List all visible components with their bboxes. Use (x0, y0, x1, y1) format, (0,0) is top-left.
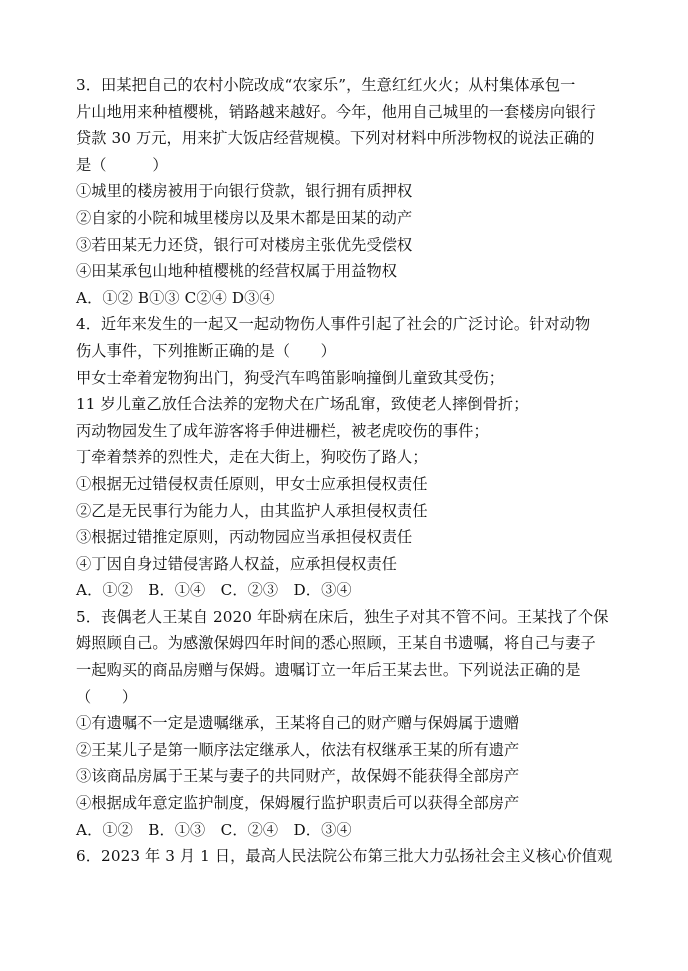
question-4-option-3: ③根据过错推定原则，丙动物园应当承担侵权责任 (76, 528, 413, 547)
document-page (76, 72, 616, 870)
question-6-stem-line-1: 6．2023 年 3 月 1 日，最高人民法院公布第三批大力弘扬社会主义核心价值观 (76, 847, 613, 866)
question-4-option-4: ④丁因自身过错侵害路人权益，应承担侵权责任 (76, 554, 398, 573)
question-5-option-4: ④根据成年意定监护制度，保姆履行监护职责后可以获得全部房产 (76, 794, 520, 813)
question-3-choices: A．①② B①③ C②④ D③④ (76, 288, 275, 307)
question-3-stem-line-4: 是（ ） (76, 155, 168, 174)
question-5-stem-line-4: （ ） (76, 687, 138, 706)
question-5-stem-line-2: 姆照顾自己。为感激保姆四年时间的悉心照顾，王某自书遗嘱，将自己与妻子 (76, 634, 596, 653)
question-4-option-2: ②乙是无民事行为能力人，由其监护人承担侵权责任 (76, 501, 428, 520)
question-4-stem-line-1: 4．近年来发生的一起又一起动物伤人事件引起了社会的广泛讨论。针对动物 (76, 315, 591, 334)
question-4-stem-line-2: 伤人事件，下列推断正确的是（ ） (76, 341, 336, 360)
question-4-case-d: 丁牵着禁养的烈性犬，走在大街上，狗咬伤了路人； (76, 448, 428, 467)
question-5-stem-line-1: 5．丧偶老人王某自 2020 年卧病在床后，独生子对其不管不问。王某找了个保 (76, 607, 609, 626)
question-4-case-b: 11 岁儿童乙放任合法养的宠物犬在广场乱窜，致使老人摔倒骨折； (76, 395, 529, 414)
question-5-option-3: ③该商品房属于王某与妻子的共同财产，故保姆不能获得全部房产 (76, 767, 520, 786)
question-3-stem-line-2: 片山地用来种植樱桃，销路越来越好。今年，他用自己城里的一套楼房向银行 (76, 102, 596, 121)
question-4-option-1: ①根据无过错侵权责任原则，甲女士应承担侵权责任 (76, 474, 428, 493)
question-3-stem-line-3: 贷款 30 万元，用来扩大饭店经营规模。下列对材料中所涉物权的说法正确的 (76, 129, 595, 148)
question-3-option-2: ②自家的小院和城里楼房以及果木都是田某的动产 (76, 208, 413, 227)
question-5-stem-line-3: 一起购买的商品房赠与保姆。遗嘱订立一年后王某去世。下列说法正确的是 (76, 661, 581, 680)
question-4-choices: A．①② B．①④ C．②③ D．③④ (76, 581, 352, 600)
question-4-case-a: 甲女士牵着宠物狗出门，狗受汽车鸣笛影响撞倒儿童致其受伤； (76, 368, 505, 387)
question-3-option-3: ③若田某无力还贷，银行可对楼房主张优先受偿权 (76, 235, 413, 254)
question-5-option-2: ②王某儿子是第一顺序法定继承人，依法有权继承王某的所有遗产 (76, 740, 520, 759)
question-3-option-1: ①城里的楼房被用于向银行贷款，银行拥有质押权 (76, 182, 413, 201)
question-5-choices: A．①② B．①③ C．②④ D．③④ (76, 820, 352, 839)
question-5-option-1: ①有遗嘱不一定是遗嘱继承，王某将自己的财产赠与保姆属于遗赠 (76, 714, 520, 733)
question-3-option-4: ④田某承包山地种植樱桃的经营权属于用益物权 (76, 262, 398, 281)
question-3-stem-line-1: 3．田某把自己的农村小院改成“农家乐”，生意红红火火；从村集体承包一 (76, 76, 576, 94)
question-4-case-c: 丙动物园发生了成年游客将手伸进栅栏，被老虎咬伤的事件； (76, 421, 489, 440)
